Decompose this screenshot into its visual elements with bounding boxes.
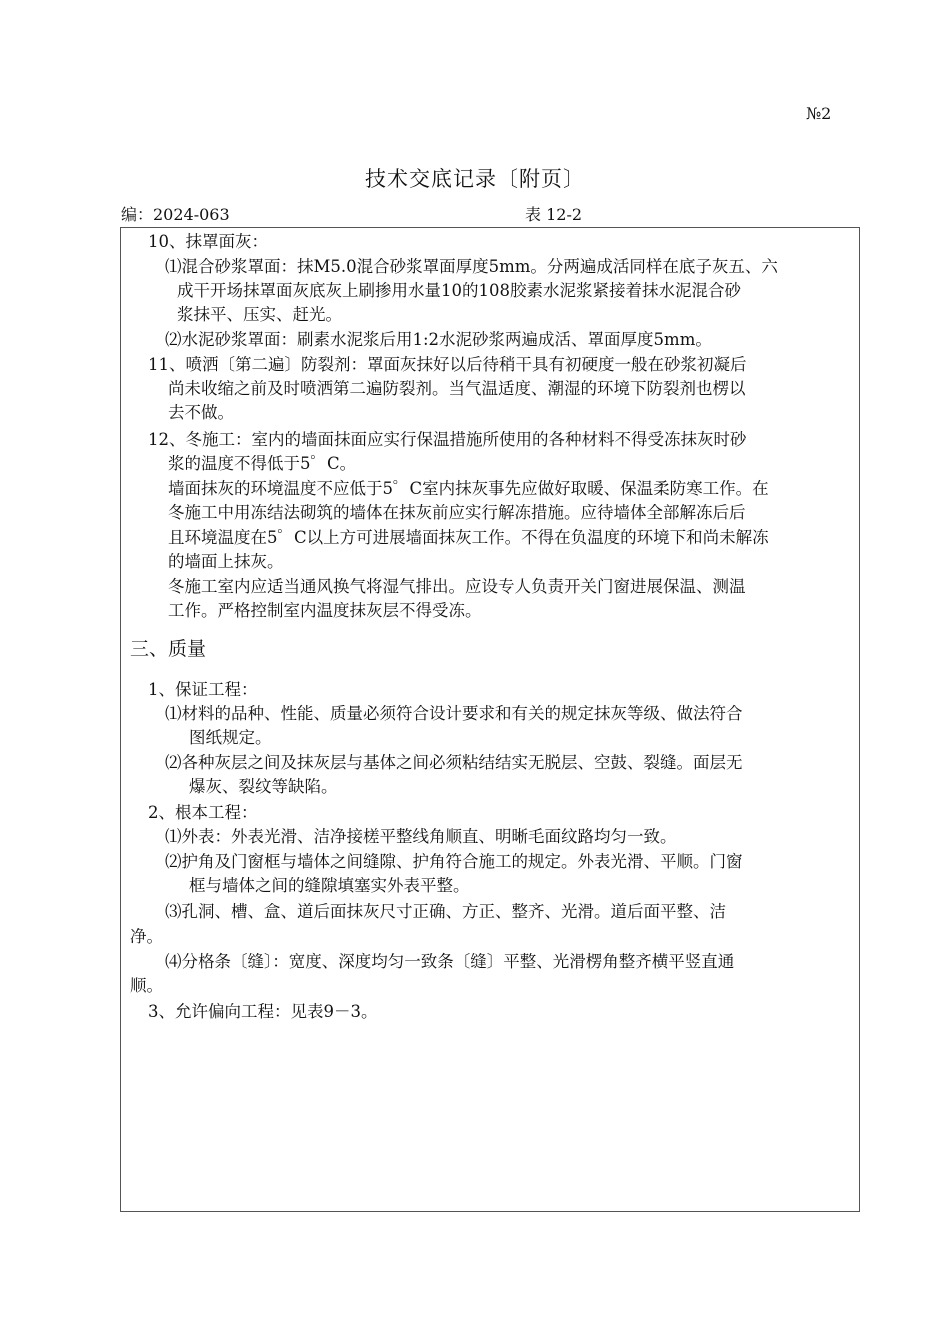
text-line: 墙面抹灰的环境温度不应低于5゜C室内抹灰事先应做好取暖、保温柔防寒工作。在: [168, 479, 769, 498]
table-number: 表 12-2: [525, 205, 583, 224]
text-line: 框与墙体之间的缝隙填塞实外表平整。: [189, 876, 470, 895]
text-line: ⑶孔洞、槽、盒、道后面抹灰尺寸正确、方正、整齐、光滑。道后面平整、洁: [165, 902, 726, 921]
document-code: 编：2024-063: [121, 205, 230, 224]
document-title: 技术交底记录〔附页〕: [365, 167, 585, 191]
content-box: [120, 227, 860, 1212]
text-line: 浆抹平、压实、赶光。: [177, 305, 342, 324]
text-line: 图纸规定。: [189, 728, 272, 747]
text-line: 10、抹罩面灰：: [148, 232, 268, 251]
text-line: ⑵各种灰层之间及抹灰层与基体之间必须粘结结实无脱层、空鼓、裂缝。面层无: [165, 753, 743, 772]
text-line: 3、允许偏向工程：见表9－3。: [148, 1002, 378, 1021]
text-line: 1、保证工程：: [148, 680, 258, 699]
text-line: 工作。严格控制室内温度抹灰层不得受冻。: [168, 601, 482, 620]
text-line: 去不做。: [168, 403, 234, 422]
page-number: №2: [806, 104, 832, 123]
text-line: 冬施工中用冻结法砌筑的墙体在抹灰前应实行解冻措施。应待墙体全部解冻后后: [168, 503, 746, 522]
text-line: 爆灰、裂纹等缺陷。: [189, 777, 338, 796]
text-line: 净。: [130, 927, 163, 946]
text-line: 11、喷洒〔第二遍〕防裂剂：罩面灰抹好以后待稍干具有初硬度一般在砂浆初凝后: [148, 355, 747, 374]
text-line: 顺。: [130, 976, 163, 995]
text-line: 成干开场抹罩面灰底灰上刷掺用水量10的108胶素水泥浆紧接着抹水泥混合砂: [177, 281, 741, 300]
text-line: ⑵护角及门窗框与墙体之间缝隙、护角符合施工的规定。外表光滑、平顺。门窗: [165, 852, 743, 871]
text-line: ⑴材料的品种、性能、质量必须符合设计要求和有关的规定抹灰等级、做法符合: [165, 704, 743, 723]
section-heading: 三、质量: [130, 638, 207, 660]
text-line: 2、根本工程：: [148, 803, 258, 822]
text-line: 浆的温度不得低于5゜C。: [168, 454, 357, 473]
text-line: 且环境温度在5゜C以上方可进展墙面抹灰工作。不得在负温度的环境下和尚未解冻: [168, 528, 769, 547]
text-line: ⑴混合砂浆罩面：抹M5.0混合砂浆罩面厚度5mm。分两遍成活同样在底子灰五、六: [165, 257, 778, 276]
text-line: 尚未收缩之前及时喷洒第二遍防裂剂。当气温适度、潮湿的环境下防裂剂也楞以: [168, 379, 746, 398]
text-line: 12、冬施工：室内的墙面抹面应实行保温措施所使用的各种材料不得受冻抹灰时砂: [148, 430, 747, 449]
text-line: ⑵水泥砂浆罩面：刷素水泥浆后用1:2水泥砂浆两遍成活、罩面厚度5mm。: [165, 330, 712, 349]
text-line: 冬施工室内应适当通风换气将湿气排出。应设专人负责开关门窗进展保温、测温: [168, 577, 746, 596]
text-line: 的墙面上抹灰。: [168, 552, 284, 571]
text-line: ⑴外表：外表光滑、洁净接槎平整线角顺直、明晰毛面纹路均匀一致。: [165, 827, 677, 846]
text-line: ⑷分格条〔缝〕：宽度、深度均匀一致条〔缝〕平整、光滑楞角整齐横平竖直通: [165, 952, 735, 971]
